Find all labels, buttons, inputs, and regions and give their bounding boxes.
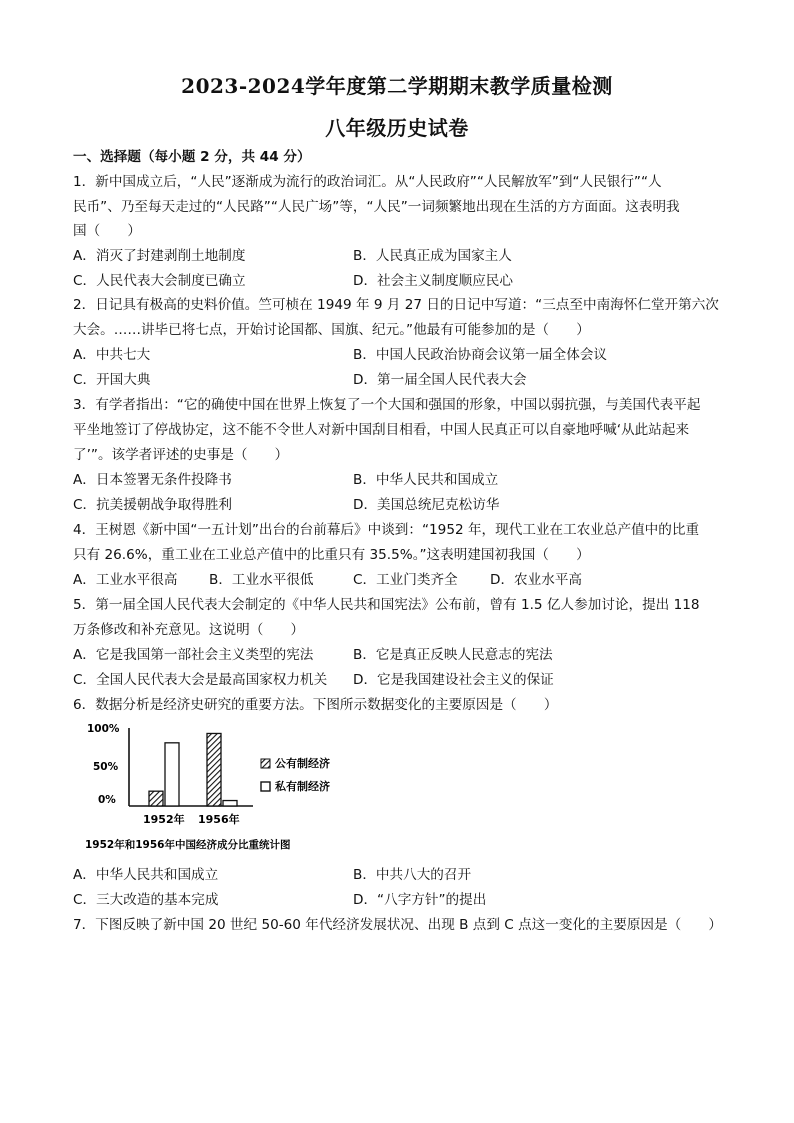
q1-option-d[interactable]: D．社会主义制度顺应民心 [353, 273, 513, 289]
question-3-line-1: 3．有学者指出：“它的确使中国在世界上恢复了一个大国和强国的形象，中国以弱抗强，与美国代表平起 [73, 397, 701, 413]
question-3-options-row-2 [73, 496, 733, 514]
q4-option-b[interactable]: B．工业水平很低 [209, 572, 314, 588]
question-6-options-row-2 [73, 891, 733, 909]
question-3-line-2: 平坐地签订了停战协定，这不能不令世人对新中国刮目相看，中国人民真正可以自豪地呼喊‘从此站起来 [73, 422, 690, 438]
q1-option-b[interactable]: B．人民真正成为国家主人 [353, 248, 512, 264]
q5-option-b[interactable]: B．它是真正反映人民意志的宪法 [353, 647, 553, 663]
question-1-line-2: 民币”、乃至每天走过的“人民路”“人民广场”等，“人民”一词频繁地出现在生活的方方面面。这表明我 [73, 199, 680, 215]
legend-swatch-public [261, 759, 270, 768]
legend-swatch-private [261, 782, 270, 791]
q6-option-b[interactable]: B．中共八大的召开 [353, 867, 472, 883]
question-5-line-1: 5．第一届全国人民代表大会制定的《中华人民共和国宪法》公布前，曾有 1.5 亿人参加讨论，提出 118 [73, 597, 700, 613]
question-5-options-row-2 [73, 671, 733, 689]
q4-option-a[interactable]: A．工业水平很高 [73, 572, 178, 588]
question-5-line-2: 万条修改和补充意见。这说明（ ） [73, 622, 305, 638]
y-tick-label: 50% [93, 761, 119, 773]
question-1-line-3: 国（ ） [73, 223, 141, 239]
q1-option-c[interactable]: C．人民代表大会制度已确立 [73, 273, 246, 289]
exam-subtitle: 八年级历史试卷 [325, 116, 469, 140]
q6-option-a[interactable]: A．中华人民共和国成立 [73, 867, 219, 883]
question-1-options-row-1 [73, 247, 733, 265]
question-2-line-2: 大会。……讲毕已将七点，开始讨论国都、国旗、纪元。”他最有可能参加的是（ ） [73, 322, 590, 338]
chart-title: 1952年和1956年中国经济成分比重统计图 [85, 839, 291, 851]
question-1-line-1: 1．新中国成立后，“人民”逐渐成为流行的政治词汇。从“人民政府”“人民解放军”到“人民银行”“人 [73, 174, 662, 190]
question-6-line-1: 6．数据分析是经济史研究的重要方法。下图所示数据变化的主要原因是（ ） [73, 697, 558, 713]
question-2-options-row-2 [73, 371, 733, 389]
question-1-options-row-2 [73, 272, 733, 290]
question-7-line-1: 7．下图反映了新中国 20 世纪 50-60 年代经济发展状况、出现 B 点到 C 点这一变化的主要原因是（ ） [73, 917, 722, 933]
question-2-line-1: 2．日记具有极高的史料价值。竺可桢在 1949 年 9 月 27 日的日记中写道：“三点至中南海怀仁堂开第六次 [73, 297, 719, 313]
bar-private-2 [223, 801, 237, 806]
question-3-line-3: 了’”。该学者评述的史事是（ ） [73, 447, 289, 463]
legend-label-public: 公有制经济 [275, 757, 330, 770]
q3-option-c[interactable]: C．抗美援朝战争取得胜利 [73, 497, 233, 513]
q2-option-d[interactable]: D．第一届全国人民代表大会 [353, 372, 527, 388]
question-5-options-row-1 [73, 646, 733, 664]
exam-title: 2023-2024学年度第二学期期末教学质量检测 [181, 74, 613, 98]
question-3-options-row-1 [73, 471, 733, 489]
legend-label-private: 私有制经济 [275, 780, 330, 793]
y-tick-label: 0% [98, 794, 116, 806]
q2-option-b[interactable]: B．中国人民政治协商会议第一届全体会议 [353, 347, 608, 363]
q5-option-d[interactable]: D．它是我国建设社会主义的保证 [353, 672, 554, 688]
q4-option-d[interactable]: D．农业水平高 [490, 572, 583, 588]
section-heading: 一、选择题（每小题 2 分，共 44 分） [73, 149, 311, 165]
x-tick-label: 1952年 [143, 813, 185, 826]
x-tick-label: 1956年 [198, 813, 240, 826]
question-4-line-2: 只有 26.6%，重工业在工业总产值中的比重只有 35.5%。”这表明建国初我国（ ） [73, 547, 590, 563]
economy-ratio-chart [83, 720, 383, 860]
y-tick-label: 100% [87, 723, 120, 735]
q1-option-a[interactable]: A．消灭了封建剥削土地制度 [73, 248, 246, 264]
question-4-line-1: 4．王树恩《新中国“一五计划”出台的台前幕后》中谈到：“1952 年，现代工业在工农业总产值中的比重 [73, 522, 700, 538]
q2-option-c[interactable]: C．开国大典 [73, 372, 151, 388]
q3-option-d[interactable]: D．美国总统尼克松访华 [353, 497, 500, 513]
bar-private-1 [165, 743, 179, 806]
q3-option-a[interactable]: A．日本签署无条件投降书 [73, 472, 232, 488]
q5-option-c[interactable]: C．全国人民代表大会是最高国家权力机关 [73, 672, 328, 688]
q6-option-d[interactable]: D．“八字方针”的提出 [353, 892, 487, 908]
bar-public-1 [149, 791, 163, 806]
question-6-options-row-1 [73, 866, 733, 884]
question-4-options-row [73, 571, 733, 589]
q2-option-a[interactable]: A．中共七大 [73, 347, 151, 363]
question-2-options-row-1 [73, 346, 733, 364]
q5-option-a[interactable]: A．它是我国第一部社会主义类型的宪法 [73, 647, 314, 663]
q3-option-b[interactable]: B．中华人民共和国成立 [353, 472, 499, 488]
bar-public-2 [207, 733, 221, 806]
q4-option-c[interactable]: C．工业门类齐全 [353, 572, 458, 588]
q6-option-c[interactable]: C．三大改造的基本完成 [73, 892, 219, 908]
